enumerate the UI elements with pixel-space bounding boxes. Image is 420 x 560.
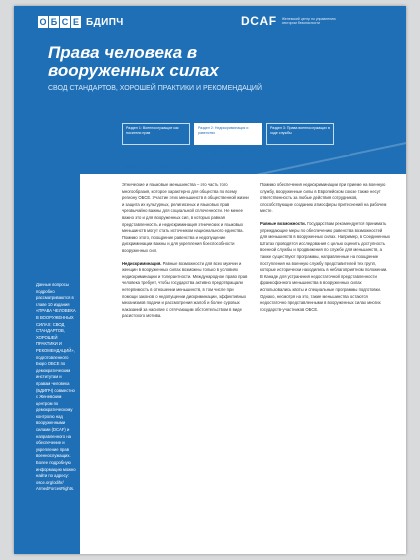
section-nav-box-3 xyxy=(266,123,334,145)
osce-odihr-logo xyxy=(38,16,124,28)
section-nav-label-2: Раздел 2: Недискриминация и равенство xyxy=(198,126,249,135)
section-nav-label-1: Раздел 1: Военнослужащие как носители прав xyxy=(126,126,179,135)
section-nav-box-1 xyxy=(122,123,190,145)
dcaf-mark: DCAF xyxy=(241,14,277,28)
section-nav-label-3: Раздел 3: Права военнослужащих в ходе службы xyxy=(270,126,330,135)
dcaf-subtitle: Женевский центр по управлению сектором безопасности xyxy=(281,16,336,25)
paragraph-nondiscrimination xyxy=(122,261,250,320)
section-nav-box-2-active xyxy=(194,123,262,145)
osce-letter-s: С xyxy=(61,17,69,27)
paragraph-lead: Равные возможности. xyxy=(260,220,306,226)
body-column-right xyxy=(260,182,390,319)
dcaf-logo xyxy=(241,14,346,28)
sidebar-note: Данные вопросы подробно рассматриваются в главе 10 издания «ПРАВА ЧЕЛОВЕКА В ВООРУЖЕННЫХ СИЛАХ: СВОД СТАНДАРТОВ, ХОРОШЕЙ ПРАКТИКИ И РЕКОМЕНДАЦИЙ», подготовленного Бюро ОБСЕ по демократическим институтам и правам человека (БДИПЧ) совместно с Женевским центром по демократическому контролю над вооруженными силами (DCAF) и направленного на обеспечение и укрепление прав военнослужащих. Более подробную информацию можно найти по адресу: osce.org/odihr/ ArmedForcesRights. xyxy=(36,282,76,492)
osce-letter-e: Е xyxy=(72,17,79,27)
odihr-label: БДИПЧ xyxy=(86,16,124,28)
body-column-left xyxy=(122,182,250,326)
page xyxy=(14,6,406,554)
sidebar xyxy=(14,174,80,554)
paragraph-body: Государствам рекомендуется принимать упреждающие меры по обеспечению равенства возможностей для меньшинств в вооруженных силах. Например, в Соединенных Штатах проводятся исследования с целью оценить доступность военной службы и продвижения по службе для меньшинств, а также существуют программы, направленные на поощрение поступления на военную службу представителей тех групп, которые исторически находились в неблагоприятном положении. В Канаде для устранения недостаточной представленности франкофонного меньшинства в вооруженных силах использовались квоты и специальные программы подготовки. Однако, несмотря на это, такие меньшинства остаются недостаточно представленными в вооруженных силах многих государств-участников ОБСЕ. xyxy=(260,220,391,312)
paragraph-equal-opportunities xyxy=(260,221,390,313)
osce-letter-boxes xyxy=(38,16,82,28)
page-subtitle: СВОД СТАНДАРТОВ, ХОРОШЕЙ ПРАКТИКИ И РЕКОМЕНДАЦИЙ xyxy=(48,85,262,92)
osce-letter-b: Б xyxy=(50,17,58,27)
paragraph-recruitment: Помимо обеспечения недискриминации при приеме на военную службу, вооруженные силы в Европейском союзе также несут ответственность за любые действия сотрудников, способствующие созданию атмосферы притеснений на рабочем месте. xyxy=(260,182,387,214)
paragraph-body: Равные возможности для всех мужчин и женщин в вооруженных силах возможны только в условиях недискриминации и толерантности. Международное право прав человека требует, чтобы государства активно предотвращали нетерпимость в отношении меньшинств, в том числе при помощи законов о недопущении дискриминации, эффективных механизмов подачи и рассмотрения жалоб и более суровых наказаний за насилие с отягчающим обстоятельством в виде расистского мотива. xyxy=(122,260,248,319)
section-title: Этнические и языковые меньшинства в вооруженных силах xyxy=(122,146,351,172)
page-title: Права человека в вооруженных силах xyxy=(48,43,219,80)
paragraph-lead: Недискриминация. xyxy=(122,260,162,266)
osce-letter-o: О xyxy=(39,17,47,27)
paragraph-intro: Этнические и языковые меньшинства – это часть того многообразия, которое характерно для общества по всему региону ОБСЕ. Участие этих меньшинств в общественной жизни и защита их культурных, религиозных и языковых прав чрезвычайно важны для социальной сплоченности. Не менее важно это и для вооруженных сил, в которых равная представленность и недискриминация этнических и языковых меньшинств могут стать источником национального единства. Помимо этого, поощрение равенства и недопущение дискриминации важны и для укрепления боеспособности вооруженных сил. xyxy=(122,182,249,253)
